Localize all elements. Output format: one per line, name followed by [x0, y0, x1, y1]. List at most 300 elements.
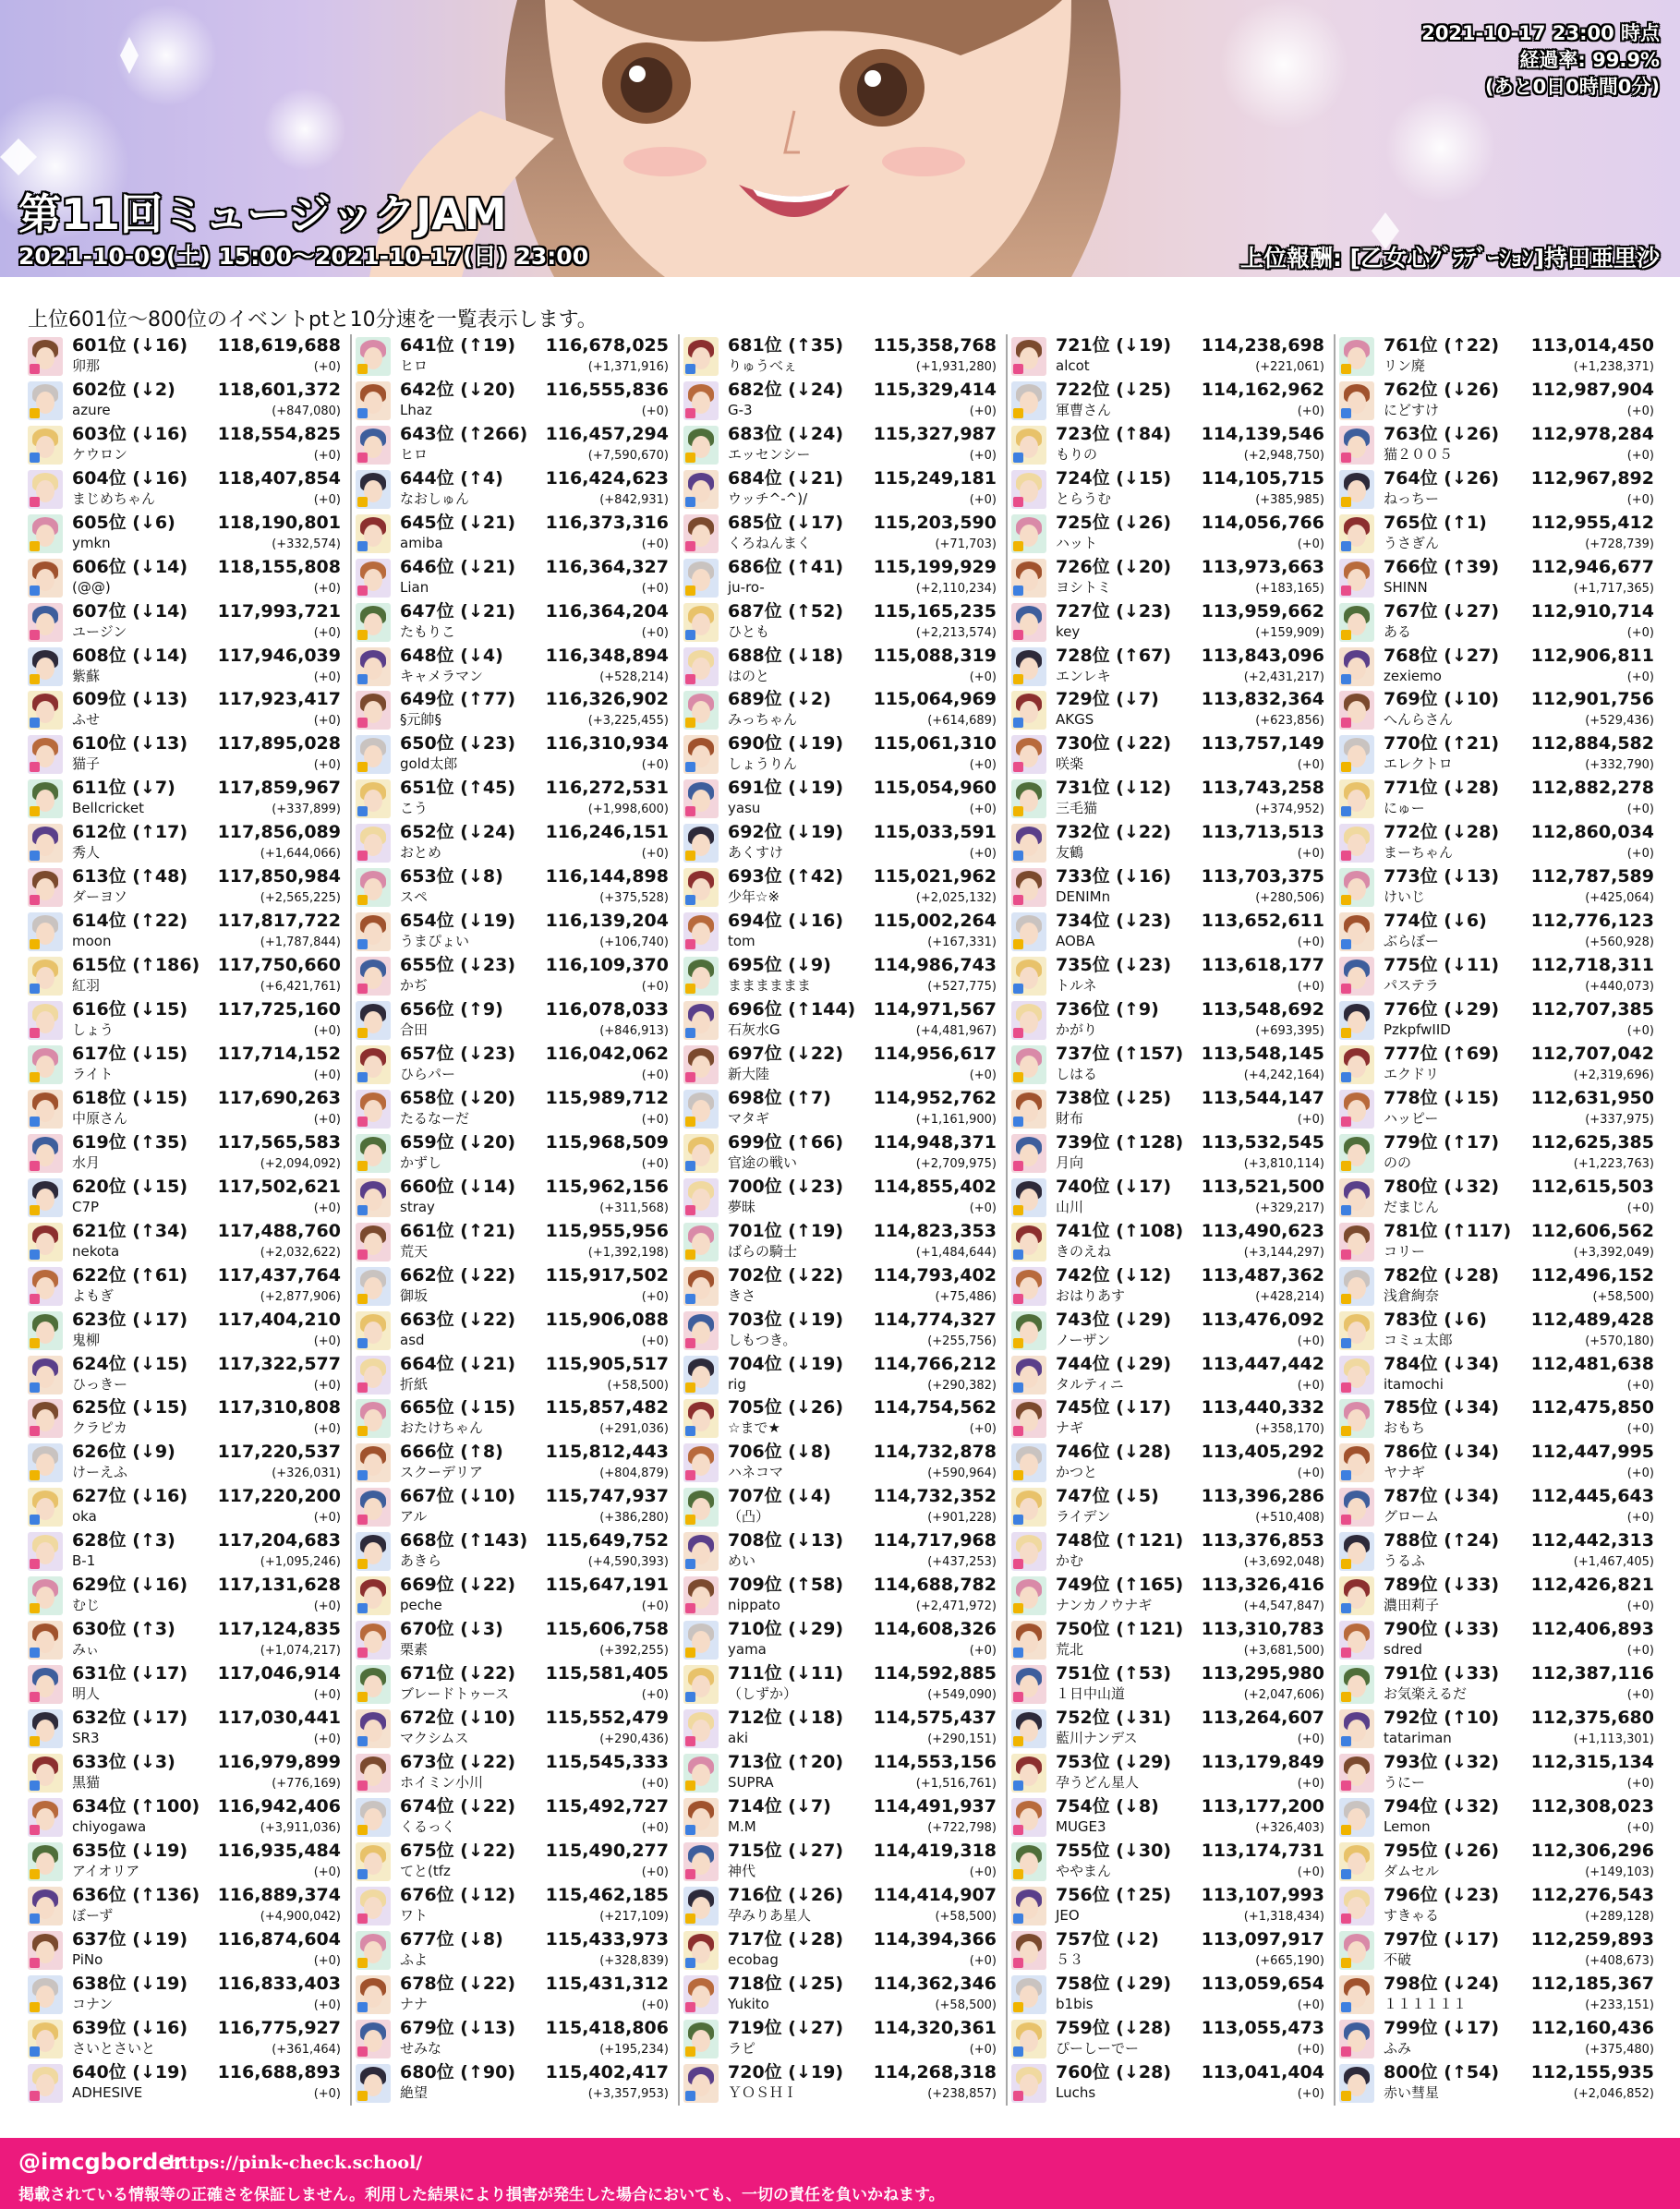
- ten-minute-speed: (+0): [641, 404, 669, 418]
- event-points: 115,061,310: [873, 733, 997, 754]
- ten-minute-speed: (+0): [1297, 537, 1324, 551]
- producer-name: かぢ: [400, 977, 429, 995]
- ranking-row: [28, 1574, 341, 1618]
- ten-minute-speed: (+6,421,761): [260, 980, 341, 995]
- attribute-icon: [30, 1603, 40, 1613]
- attribute-icon: [1341, 1692, 1351, 1702]
- rank-label: 691位 (↓19): [728, 778, 844, 799]
- producer-name: にゅー: [1384, 800, 1425, 817]
- ranking-row: [1339, 954, 1654, 998]
- idol-icon: [683, 1754, 719, 1793]
- ten-minute-speed: (+0): [1626, 404, 1654, 418]
- idol-icon: [683, 1045, 719, 1084]
- ranking-row: [1339, 1485, 1654, 1529]
- rank-label: 648位 (↓4): [400, 645, 503, 666]
- ranking-row: [28, 1707, 341, 1751]
- attribute-icon: [30, 762, 40, 772]
- producer-name: oka: [72, 1508, 97, 1526]
- producer-name: クラピカ: [72, 1419, 128, 1437]
- ten-minute-speed: (+0): [1297, 1467, 1324, 1481]
- rank-label: 711位 (↓11): [728, 1663, 844, 1684]
- rank-label: 616位 (↓15): [72, 999, 188, 1020]
- rank-label: 731位 (↓12): [1056, 778, 1172, 799]
- attribute-icon: [30, 1205, 40, 1215]
- producer-name: ひとも: [728, 622, 770, 640]
- rank-label: 797位 (↓17): [1384, 1928, 1500, 1949]
- ten-minute-speed: (+1,516,761): [915, 1776, 997, 1791]
- event-points: 113,041,404: [1201, 2061, 1324, 2082]
- rank-label: 672位 (↓10): [400, 1708, 516, 1729]
- idol-icon: [1339, 1709, 1374, 1748]
- attribute-icon: [30, 2002, 40, 2012]
- ranking-row: [1011, 1574, 1324, 1618]
- event-points: 117,993,721: [217, 600, 341, 622]
- attribute-icon: [30, 806, 40, 816]
- ten-minute-speed: (+0): [969, 758, 997, 773]
- idol-icon: [1339, 1443, 1374, 1482]
- ranking-row: [683, 379, 997, 423]
- ranking-row: [1011, 1264, 1324, 1309]
- ranking-row: [356, 1043, 669, 1087]
- producer-name: AKGS: [1056, 711, 1094, 729]
- attribute-icon: [30, 1426, 40, 1436]
- attribute-icon: [685, 1559, 695, 1569]
- producer-name: ふみ: [1384, 2039, 1412, 2057]
- attribute-icon: [1341, 1205, 1351, 1215]
- rank-label: 685位 (↓17): [728, 512, 844, 533]
- ten-minute-speed: (+332,790): [1585, 758, 1654, 773]
- ranking-row: [683, 1043, 997, 1087]
- attribute-icon: [357, 1117, 368, 1127]
- rank-label: 729位 (↓7): [1056, 689, 1159, 710]
- producer-name: マクシムス: [400, 1730, 469, 1747]
- event-points: 117,817,722: [217, 911, 341, 932]
- rank-label: 751位 (↑53): [1056, 1663, 1172, 1684]
- producer-name: まじめちゃん: [72, 489, 156, 507]
- site-url-link[interactable]: https://pink-check.school/: [168, 2153, 423, 2173]
- ten-minute-speed: (+58,500): [607, 1378, 669, 1393]
- ten-minute-speed: (+149,103): [1585, 1865, 1654, 1879]
- event-points: 116,042,062: [545, 1043, 669, 1064]
- ranking-row: [356, 1131, 669, 1176]
- rank-label: 652位 (↓24): [400, 822, 516, 843]
- idol-icon: [1011, 1443, 1046, 1482]
- producer-name: お気楽えるだ: [1384, 1685, 1468, 1703]
- ten-minute-speed: (+106,740): [599, 936, 669, 950]
- ranking-row: [28, 334, 341, 379]
- rank-label: 676位 (↓12): [400, 1884, 516, 1905]
- idol-icon: [28, 1754, 63, 1793]
- ranking-row: [1011, 1795, 1324, 1840]
- producer-name: もりの: [1056, 445, 1098, 463]
- rank-label: 791位 (↓33): [1384, 1663, 1500, 1684]
- attribute-icon: [357, 1780, 368, 1791]
- rank-label: 604位 (↓16): [72, 467, 188, 489]
- event-points: 112,496,152: [1530, 1264, 1654, 1286]
- attribute-icon: [1341, 364, 1351, 374]
- rank-label: 666位 (↑8): [400, 1442, 503, 1463]
- attribute-icon: [30, 1382, 40, 1393]
- producer-name: 神代: [728, 1862, 756, 1879]
- idol-icon: [356, 1931, 391, 1970]
- event-points: 112,860,034: [1530, 822, 1654, 843]
- ten-minute-speed: (+195,234): [599, 2042, 669, 2057]
- attribute-icon: [30, 1692, 40, 1702]
- ten-minute-speed: (+0): [1626, 492, 1654, 507]
- ten-minute-speed: (+0): [1297, 404, 1324, 418]
- ten-minute-speed: (+0): [1626, 1776, 1654, 1791]
- rank-label: 650位 (↓23): [400, 733, 516, 754]
- ten-minute-speed: (+1,223,763): [1573, 1156, 1654, 1171]
- rank-label: 677位 (↓8): [400, 1928, 503, 1949]
- rank-label: 726位 (↓20): [1056, 556, 1172, 577]
- ranking-row: [1011, 379, 1324, 423]
- idol-icon: [1339, 426, 1374, 465]
- ten-minute-speed: (+183,165): [1255, 581, 1324, 596]
- producer-name: Bellcricket: [72, 800, 144, 817]
- event-points: 115,165,235: [873, 600, 997, 622]
- ranking-row: [28, 1264, 341, 1309]
- producer-name: コミュ太郎: [1384, 1331, 1453, 1348]
- idol-icon: [1339, 470, 1374, 509]
- attribute-icon: [685, 1028, 695, 1038]
- producer-name: JEO: [1056, 1906, 1080, 1924]
- attribute-icon: [1013, 1958, 1023, 1968]
- idol-icon: [1339, 1311, 1374, 1350]
- rank-label: 764位 (↓26): [1384, 467, 1500, 489]
- event-points: 116,364,327: [545, 556, 669, 577]
- rank-label: 739位 (↑128): [1056, 1131, 1184, 1153]
- idol-icon: [683, 779, 719, 818]
- idol-icon: [1339, 691, 1374, 730]
- ranking-row: [1339, 1751, 1654, 1795]
- rank-label: 785位 (↓34): [1384, 1397, 1500, 1418]
- rank-label: 680位 (↑90): [400, 2061, 516, 2082]
- producer-name: amiba: [400, 534, 443, 551]
- idol-icon: [28, 1045, 63, 1084]
- idol-icon: [356, 824, 391, 863]
- producer-name: ぴーしーでー: [1056, 2039, 1140, 2057]
- event-points: 115,906,088: [545, 1309, 669, 1330]
- idol-icon: [356, 1842, 391, 1881]
- attribute-icon: [1341, 1559, 1351, 1569]
- attribute-icon: [1013, 1338, 1023, 1348]
- idol-icon: [28, 957, 63, 996]
- ranking-row: [356, 910, 669, 954]
- idol-icon: [683, 735, 719, 774]
- ranking-row: [1011, 777, 1324, 821]
- ten-minute-speed: (+529,436): [1585, 714, 1654, 729]
- ten-minute-speed: (+0): [1626, 625, 1654, 640]
- rank-label: 615位 (↑186): [72, 955, 200, 976]
- attribute-icon: [1013, 762, 1023, 772]
- ranking-row: [1011, 423, 1324, 467]
- ranking-row: [356, 1707, 669, 1751]
- producer-name: PiNo: [72, 1950, 103, 1968]
- event-points: 117,131,628: [217, 1575, 341, 1596]
- event-points: 112,615,503: [1530, 1176, 1654, 1197]
- ten-minute-speed: (+804,879): [599, 1467, 669, 1481]
- attribute-icon: [1341, 541, 1351, 551]
- ranking-row: [683, 600, 997, 645]
- attribute-icon: [1013, 2046, 1023, 2057]
- attribute-icon: [685, 1869, 695, 1879]
- ten-minute-speed: (+528,214): [599, 670, 669, 684]
- rank-label: 605位 (↓6): [72, 512, 175, 533]
- ten-minute-speed: (+0): [313, 1068, 341, 1082]
- ten-minute-speed: (+0): [969, 1953, 997, 1968]
- ten-minute-speed: (+2,094,092): [260, 1156, 341, 1171]
- rank-label: 670位 (↓3): [400, 1619, 503, 1640]
- ten-minute-speed: (+221,061): [1255, 359, 1324, 374]
- ranking-row: [1011, 556, 1324, 600]
- producer-name: 卯那: [72, 356, 101, 374]
- event-points: 113,532,545: [1201, 1131, 1324, 1153]
- attribute-icon: [1013, 718, 1023, 728]
- idol-icon: [1011, 1178, 1046, 1217]
- ranking-row: [356, 423, 669, 467]
- producer-name: peche: [400, 1597, 442, 1614]
- attribute-icon: [1013, 806, 1023, 816]
- event-points: 117,030,441: [217, 1708, 341, 1729]
- ranking-row: [356, 645, 669, 689]
- ten-minute-speed: (+2,046,852): [1573, 2086, 1654, 2101]
- producer-name: ワト: [400, 1906, 429, 1924]
- ranking-row: [683, 777, 997, 821]
- rank-label: 692位 (↓19): [728, 822, 844, 843]
- event-points: 114,162,962: [1201, 379, 1324, 400]
- ranking-row: [683, 998, 997, 1043]
- idol-icon: [356, 559, 391, 598]
- attribute-icon: [1013, 364, 1023, 374]
- ten-minute-speed: (+0): [641, 980, 669, 995]
- event-points: 113,326,416: [1201, 1575, 1324, 1596]
- ten-minute-speed: (+3,692,048): [1243, 1555, 1324, 1570]
- attribute-icon: [357, 541, 368, 551]
- event-points: 112,375,680: [1530, 1708, 1654, 1729]
- ranking-row: [356, 865, 669, 910]
- rank-label: 660位 (↓14): [400, 1176, 516, 1197]
- producer-name: かつと: [1056, 1464, 1098, 1481]
- idol-icon: [683, 691, 719, 730]
- producer-name: のの: [1384, 1153, 1412, 1171]
- ten-minute-speed: (+847,080): [272, 404, 341, 418]
- idol-icon: [356, 1267, 391, 1306]
- event-points: 117,850,984: [217, 866, 341, 887]
- idol-icon: [1339, 2064, 1374, 2103]
- attribute-icon: [30, 1736, 40, 1746]
- attribute-icon: [1341, 1515, 1351, 1525]
- ten-minute-speed: (+0): [313, 670, 341, 684]
- ten-minute-speed: (+0): [969, 492, 997, 507]
- ten-minute-speed: (+0): [641, 1599, 669, 1614]
- rank-label: 633位 (↓3): [72, 1751, 175, 1772]
- event-points: 115,431,312: [545, 1973, 669, 1994]
- idol-icon: [1011, 470, 1046, 509]
- idol-icon: [356, 1443, 391, 1482]
- idol-icon: [1011, 337, 1046, 376]
- ten-minute-speed: (+0): [969, 448, 997, 463]
- rank-label: 611位 (↓7): [72, 778, 175, 799]
- event-points: 117,220,200: [217, 1486, 341, 1507]
- producer-name: ウッチ^-^)/: [728, 489, 808, 507]
- event-points: 115,433,973: [545, 1928, 669, 1949]
- rank-label: 647位 (↓21): [400, 600, 516, 622]
- attribute-icon: [30, 984, 40, 994]
- idol-icon: [356, 1178, 391, 1217]
- ten-minute-speed: (+1,161,900): [915, 1112, 997, 1127]
- ten-minute-speed: (+0): [1297, 2042, 1324, 2057]
- producer-name: ヤナギ: [1384, 1464, 1426, 1481]
- status-block: [1421, 20, 1660, 101]
- idol-icon: [683, 957, 719, 996]
- ten-minute-speed: (+0): [1626, 1422, 1654, 1437]
- event-points: 117,404,210: [217, 1309, 341, 1330]
- idol-icon: [356, 337, 391, 376]
- rank-label: 794位 (↓32): [1384, 1795, 1500, 1817]
- attribute-icon: [30, 453, 40, 463]
- ranking-row: [356, 512, 669, 556]
- rank-label: 663位 (↓22): [400, 1309, 516, 1330]
- event-points: 115,064,969: [873, 689, 997, 710]
- rank-label: 755位 (↓30): [1056, 1840, 1172, 1861]
- idol-icon: [1339, 603, 1374, 642]
- producer-name: tatariman: [1384, 1730, 1452, 1747]
- event-points: 117,714,152: [217, 1043, 341, 1064]
- ranking-row: [1339, 334, 1654, 379]
- ranking-row: [683, 334, 997, 379]
- idol-icon: [28, 1665, 63, 1704]
- idol-icon: [1339, 514, 1374, 553]
- event-points: 115,490,277: [545, 1840, 669, 1861]
- idol-icon: [1339, 647, 1374, 686]
- attribute-icon: [30, 2046, 40, 2057]
- producer-name: ねっちー: [1384, 489, 1440, 507]
- producer-name: Lemon: [1384, 1817, 1431, 1835]
- ranking-row: [1339, 1707, 1654, 1751]
- ranking-row: [683, 2017, 997, 2061]
- idol-icon: [1339, 1576, 1374, 1615]
- event-points: 114,592,885: [873, 1663, 997, 1684]
- ten-minute-speed: (+0): [313, 1998, 341, 2012]
- rank-label: 738位 (↓25): [1056, 1087, 1172, 1108]
- idol-icon: [28, 735, 63, 774]
- attribute-icon: [30, 408, 40, 418]
- ten-minute-speed: (+0): [1297, 936, 1324, 950]
- producer-name: ecobag: [728, 1950, 779, 1968]
- rank-label: 632位 (↓17): [72, 1708, 188, 1729]
- producer-name: sdred: [1384, 1641, 1422, 1659]
- producer-name: ユージン: [72, 622, 127, 640]
- idol-icon: [1339, 1665, 1374, 1704]
- rank-label: 702位 (↓22): [728, 1264, 844, 1286]
- ten-minute-speed: (+0): [1297, 980, 1324, 995]
- ranking-row: [1011, 954, 1324, 998]
- producer-name: こう: [400, 800, 429, 817]
- ranking-row: [1011, 910, 1324, 954]
- attribute-icon: [30, 895, 40, 905]
- producer-name: だまじん: [1384, 1198, 1440, 1215]
- idol-icon: [1011, 1311, 1046, 1350]
- event-points: 112,185,367: [1530, 1973, 1654, 1994]
- producer-name: エッセンシー: [728, 445, 811, 463]
- idol-icon: [1339, 1090, 1374, 1129]
- twitter-handle-link[interactable]: @imcgborder: [18, 2149, 185, 2175]
- idol-icon: [1339, 559, 1374, 598]
- ten-minute-speed: (+1,931,280): [915, 359, 997, 374]
- rank-label: 612位 (↑17): [72, 822, 188, 843]
- event-points: 116,889,374: [217, 1884, 341, 1905]
- idol-icon: [1339, 957, 1374, 996]
- producer-name: ぶらぼー: [1384, 933, 1440, 950]
- rank-label: 722位 (↓25): [1056, 379, 1172, 400]
- idol-icon: [28, 426, 63, 465]
- ten-minute-speed: (+0): [641, 847, 669, 862]
- ten-minute-speed: (+0): [969, 847, 997, 862]
- attribute-icon: [30, 851, 40, 861]
- ranking-column: [1336, 334, 1663, 2106]
- attribute-icon: [357, 497, 368, 507]
- attribute-icon: [685, 718, 695, 728]
- producer-name: タルティニ: [1056, 1375, 1124, 1393]
- idol-icon: [1011, 868, 1046, 907]
- ranking-row: [356, 1840, 669, 1884]
- producer-name: ヨシトミ: [1056, 578, 1112, 596]
- ten-minute-speed: (+326,403): [1255, 1820, 1324, 1835]
- producer-name: ひらパー: [400, 1065, 456, 1082]
- event-points: 114,575,437: [873, 1708, 997, 1729]
- ten-minute-speed: (+440,073): [1585, 980, 1654, 995]
- idol-icon: [356, 1532, 391, 1571]
- event-points: 113,376,853: [1201, 1530, 1324, 1551]
- attribute-icon: [1341, 939, 1351, 949]
- producer-name: yasu: [728, 800, 761, 817]
- producer-name: PzkpfwIID: [1384, 1021, 1451, 1039]
- ranking-row: [683, 1707, 997, 1751]
- producer-name: 鬼柳: [72, 1331, 101, 1348]
- producer-name: はのと: [728, 667, 770, 684]
- idol-icon: [683, 1134, 719, 1173]
- ranking-row: [683, 1176, 997, 1220]
- producer-name: マタギ: [728, 1109, 770, 1127]
- ten-minute-speed: (+0): [969, 1201, 997, 1215]
- event-points: 113,264,607: [1201, 1708, 1324, 1729]
- rank-label: 681位 (↑35): [728, 334, 844, 356]
- event-points: 116,979,899: [217, 1751, 341, 1772]
- ranking-row: [683, 1973, 997, 2017]
- idol-icon: [683, 426, 719, 465]
- ranking-row: [28, 1928, 341, 1973]
- ranking-row: [28, 998, 341, 1043]
- idol-icon: [28, 603, 63, 642]
- event-points: 118,619,688: [217, 334, 341, 356]
- attribute-icon: [357, 1958, 368, 1968]
- attribute-icon: [1013, 1559, 1023, 1569]
- attribute-icon: [1013, 1603, 1023, 1613]
- producer-name: エンレキ: [1056, 667, 1111, 684]
- ten-minute-speed: (+2,948,750): [1243, 448, 1324, 463]
- ten-minute-speed: (+408,673): [1585, 1953, 1654, 1968]
- ten-minute-speed: (+0): [1626, 1511, 1654, 1526]
- idol-icon: [1339, 1045, 1374, 1084]
- idol-icon: [683, 647, 719, 686]
- idol-icon: [356, 2020, 391, 2058]
- idol-icon: [1339, 735, 1374, 774]
- event-points: 114,419,318: [873, 1840, 997, 1861]
- producer-name: ダムセル: [1384, 1862, 1440, 1879]
- ranking-row: [1011, 334, 1324, 379]
- rank-label: 618位 (↓15): [72, 1087, 188, 1108]
